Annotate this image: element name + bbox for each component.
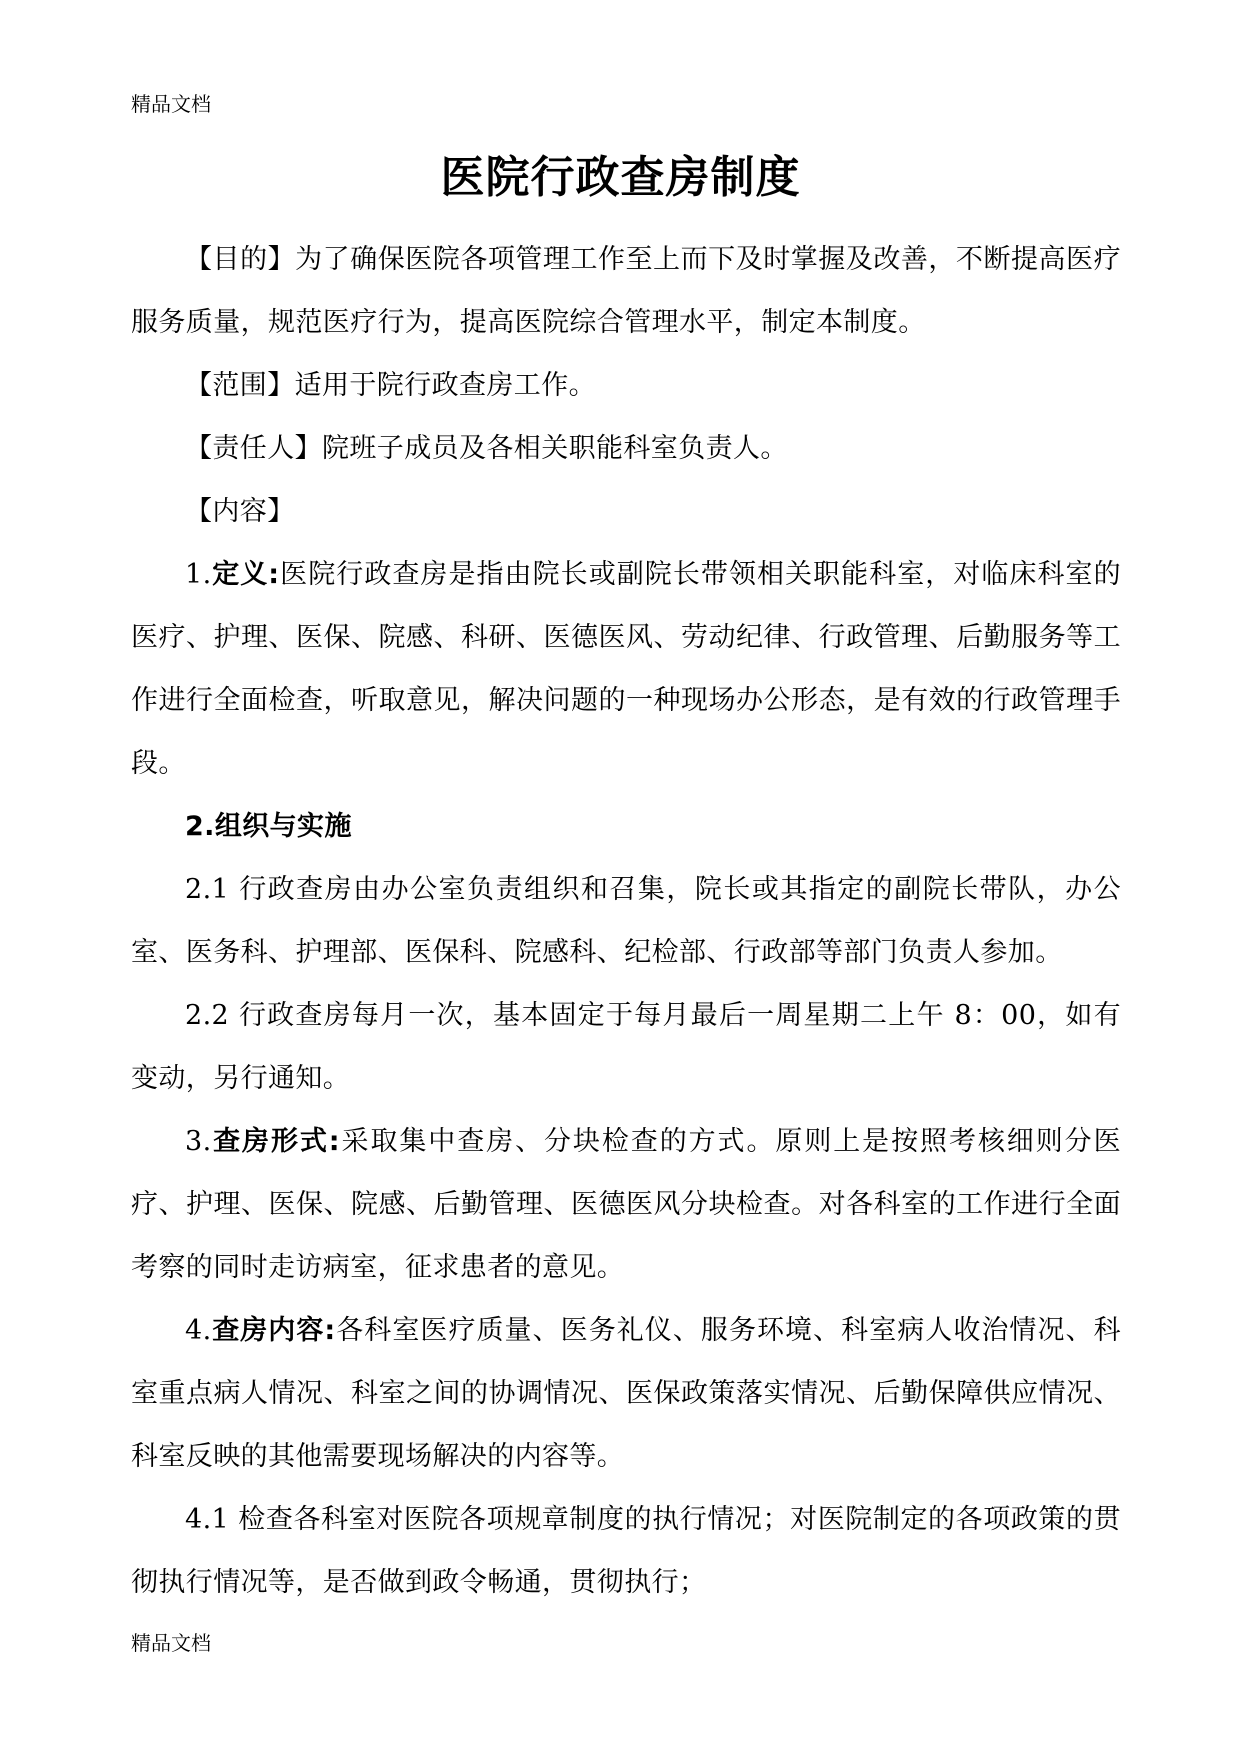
paragraph-responsible (131, 417, 1121, 480)
paragraph-text: 【目的】为了确保医院各项管理工作至上而下及时掌握及改善，不断提高医疗服务质量，规范医疗行为，提高医院综合管理水平，制定本制度。 (131, 244, 1121, 338)
page-title: 医院行政查房制度 (440, 152, 801, 203)
paragraph-organization-heading (131, 795, 1121, 858)
section-lead: 查房形式: (211, 1126, 340, 1157)
paragraph-text: 2.2 行政查房每月一次，基本固定于每月最后一周星期二上午 8：00，如有变动，另行通知。 (131, 1000, 1121, 1094)
section-number: 1. (185, 559, 212, 590)
paragraph-2-1 (131, 858, 1121, 984)
section-heading: 2.组织与实施 (185, 811, 352, 842)
paragraph-text: 2.1 行政查房由办公室负责组织和召集，院长或其指定的副院长带队，办公室、医务科、护理部、医保科、院感科、纪检部、行政部等部门负责人参加。 (131, 874, 1121, 968)
header-watermark-text: 精品文档 (131, 92, 211, 116)
paragraph-purpose (131, 228, 1121, 354)
document-body (131, 228, 1121, 1614)
section-number: 4. (185, 1315, 212, 1346)
paragraph-text: 各科室医疗质量、医务礼仪、服务环境、科室病人收治情况、科室重点病人情况、科室之间的协调情况、医保政策落实情况、后勤保障供应情况、科室反映的其他需要现场解决的内容等。 (131, 1315, 1121, 1472)
paragraph-text: 【范围】适用于院行政查房工作。 (185, 370, 596, 401)
paragraph-text: 采取集中查房、分块检查的方式。原则上是按照考核细则分医疗、护理、医保、院感、后勤管理、医德医风分块检查。对各科室的工作进行全面考察的同时走访病室，征求患者的意见。 (131, 1126, 1121, 1283)
paragraph-text: 医院行政查房是指由院长或副院长带领相关职能科室，对临床科室的医疗、护理、医保、院感、科研、医德医风、劳动纪律、行政管理、后勤服务等工作进行全面检查，听取意见，解决问题的一种现场办公形态，是有效的行政管理手段。 (131, 559, 1122, 779)
paragraph-text: 【责任人】院班子成员及各相关职能科室负责人。 (185, 433, 788, 464)
paragraph-inspection-content (131, 1299, 1121, 1488)
paragraph-4-1 (131, 1488, 1121, 1614)
section-lead: 定义: (211, 559, 280, 590)
paragraph-inspection-form (131, 1110, 1121, 1299)
paragraph-text: 【内容】 (185, 496, 295, 527)
paragraph-text: 4.1 检查各科室对医院各项规章制度的执行情况；对医院制定的各项政策的贯彻执行情况等，是否做到政令畅通，贯彻执行； (131, 1504, 1121, 1598)
paragraph-content-heading (131, 480, 1121, 543)
paragraph-2-2 (131, 984, 1121, 1110)
section-lead: 查房内容: (211, 1315, 336, 1346)
paragraph-definition (131, 543, 1121, 795)
footer-watermark-text: 精品文档 (131, 1631, 211, 1655)
section-number: 3. (185, 1126, 212, 1157)
paragraph-scope (131, 354, 1121, 417)
